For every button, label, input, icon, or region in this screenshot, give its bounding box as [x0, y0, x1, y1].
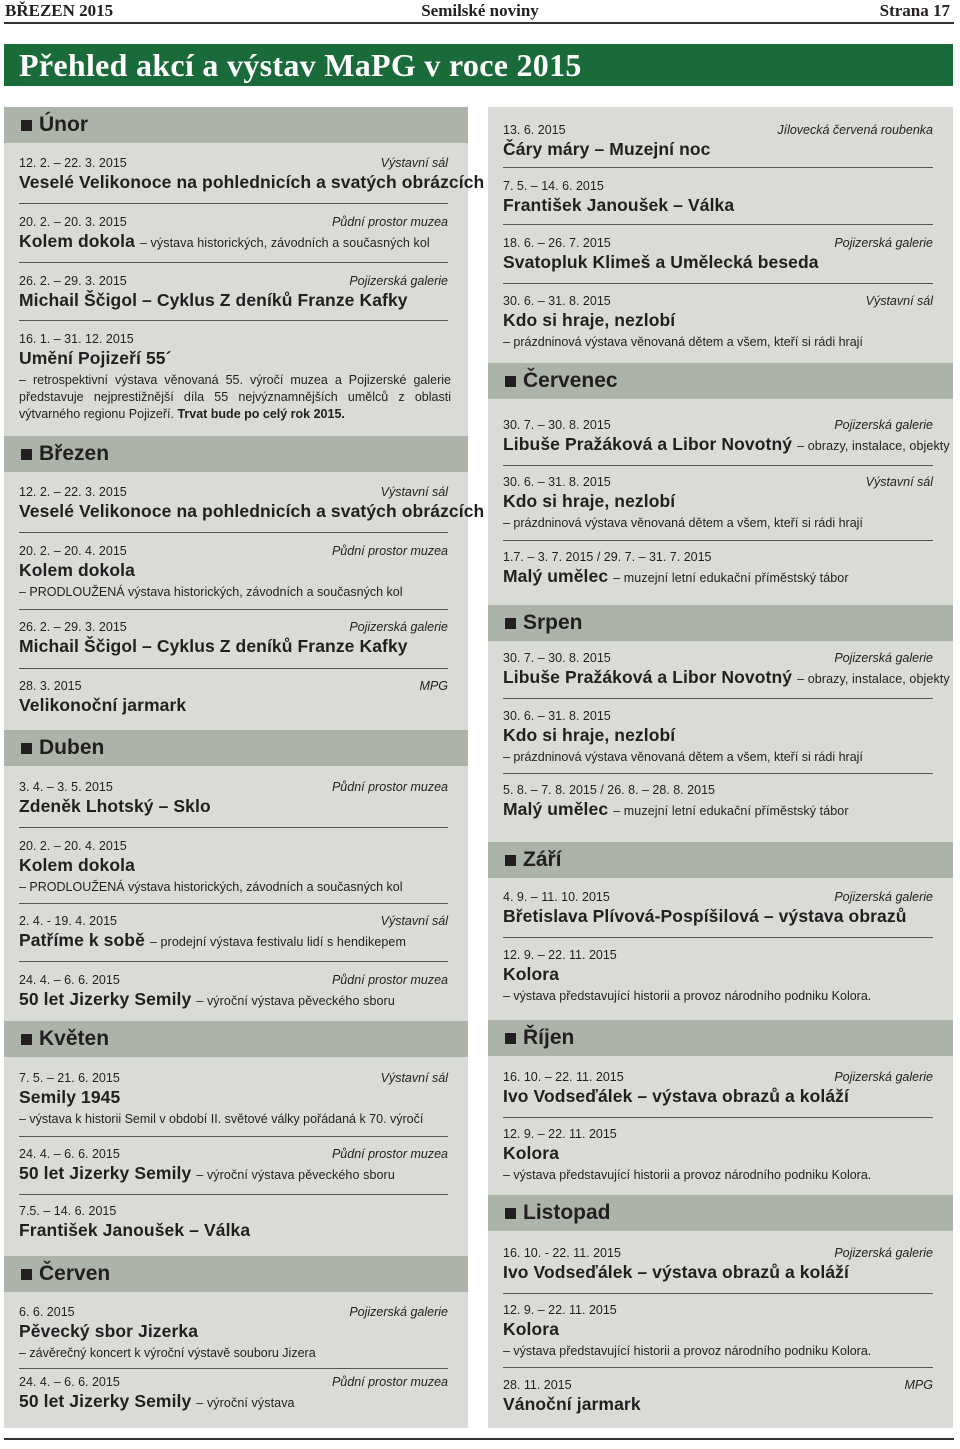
event-title	[503, 798, 849, 822]
page-title: Přehled akcí a výstav MaPG v roce 2015	[19, 47, 582, 83]
event-description-bold: Trvat bude po celý rok 2015.	[177, 407, 345, 421]
divider	[503, 224, 933, 225]
divider	[503, 1367, 933, 1368]
event-title-text: 50 let Jizerky Semily	[19, 1391, 192, 1411]
event-date: 18. 6. – 26. 7. 2015	[503, 236, 611, 250]
event-description: – PRODLOUŽENÁ výstava historických, závodních a současných kol	[19, 585, 403, 599]
event-description	[19, 372, 451, 423]
divider	[503, 465, 933, 466]
event-title: Pěvecký sbor Jizerka	[19, 1321, 199, 1341]
month-header-listopad	[488, 1195, 953, 1231]
divider	[503, 283, 933, 284]
event-venue: Půdní prostor muzea	[331, 973, 448, 987]
event-subtitle: – výroční výstava	[196, 1396, 295, 1410]
month-title: Únor	[39, 113, 88, 136]
square-bullet-icon	[505, 1033, 516, 1044]
month-title: Červen	[39, 1262, 111, 1285]
event-venue: Pojizerská galerie	[834, 236, 933, 250]
event-title: Veselé Velikonoce na pohlednicích a svatých obrázcích	[19, 172, 485, 192]
event-title: Michail Ščigol – Cyklus Z deníků Franze Kafky	[19, 290, 408, 310]
event-date: 24. 4. – 6. 6. 2015	[19, 973, 120, 987]
event-subtitle: – muzejní letní edukační příměstský tábor	[613, 571, 849, 585]
event-description: – PRODLOUŽENÁ výstava historických, závodních a současných kol	[19, 880, 403, 894]
event-subtitle: – výroční výstava pěveckého sboru	[196, 1168, 395, 1182]
banner	[4, 44, 953, 86]
divider	[503, 167, 933, 168]
month-header-duben	[4, 730, 468, 766]
event-description: – závěrečný koncert k výroční výstavě souboru Jizera	[19, 1346, 316, 1360]
square-bullet-icon	[21, 1269, 32, 1280]
event-date: 26. 2. – 29. 3. 2015	[19, 274, 127, 288]
square-bullet-icon	[21, 743, 32, 754]
event-date: 7. 5. – 14. 6. 2015	[503, 179, 604, 193]
month-header-srpen	[488, 605, 953, 641]
square-bullet-icon	[21, 120, 32, 131]
month-header-rijen	[488, 1020, 953, 1056]
divider	[19, 1368, 448, 1369]
event-date: 26. 2. – 29. 3. 2015	[19, 620, 127, 634]
divider	[503, 540, 933, 541]
event-venue: Půdní prostor muzea	[331, 780, 448, 794]
divider	[19, 668, 448, 669]
event-title-text: Kolem dokola	[19, 231, 135, 251]
event-venue: Výstavní sál	[380, 1071, 448, 1085]
square-bullet-icon	[21, 1034, 32, 1045]
event-title: Kolora	[503, 1319, 560, 1339]
divider	[19, 320, 448, 321]
event-venue: Výstavní sál	[380, 156, 448, 170]
event-title: Kdo si hraje, nezlobí	[503, 725, 676, 745]
divider	[19, 961, 448, 962]
event-venue: Půdní prostor muzea	[331, 1147, 448, 1161]
month-header-brezen	[4, 436, 468, 472]
month-title: Srpen	[523, 611, 583, 634]
event-date: 16. 10. - 22. 11. 2015	[503, 1246, 621, 1260]
event-title: František Janoušek – Válka	[19, 1220, 251, 1240]
square-bullet-icon	[505, 1208, 516, 1219]
divider	[19, 262, 448, 263]
square-bullet-icon	[21, 449, 32, 460]
event-title: František Janoušek – Válka	[503, 195, 735, 215]
divider	[19, 827, 448, 828]
event-subtitle: – prodejní výstava festivalu lidí s hendikepem	[149, 935, 407, 949]
month-title: Březen	[39, 442, 110, 465]
divider	[19, 532, 448, 533]
event-title-text: Patříme k sobě	[19, 930, 145, 950]
event-date: 5. 8. – 7. 8. 2015 / 26. 8. – 28. 8. 2015	[503, 783, 715, 797]
event-date: 20. 2. – 20. 4. 2015	[19, 544, 127, 558]
header-rule	[4, 22, 954, 24]
event-description: – výstava představující historii a provoz národního podniku Kolora.	[503, 989, 872, 1003]
event-title	[19, 988, 395, 1012]
event-date: 30. 6. – 31. 8. 2015	[503, 475, 611, 489]
event-venue: Výstavní sál	[865, 475, 933, 489]
event-title-text: 50 let Jizerky Semily	[19, 1163, 192, 1183]
divider	[19, 903, 448, 904]
divider	[503, 1117, 933, 1118]
newspaper-name: Semilské noviny	[421, 1, 539, 20]
event-venue: Výstavní sál	[380, 914, 448, 928]
month-header-zari	[488, 842, 953, 878]
event-title: Kolora	[503, 964, 560, 984]
event-date: 20. 2. – 20. 3. 2015	[19, 215, 127, 229]
event-title-text: Libuše Pražáková a Libor Novotný	[503, 667, 793, 687]
event-venue: Jílovecká červená roubenka	[777, 123, 933, 137]
divider	[19, 1194, 448, 1195]
event-description-text: – retrospektivní výstava věnovaná 55. výročí muzea a Pojizerské galerie představuje nejprestižnější díla 55 nejvýznamnějších umělců z oblasti výtvarného regionu Pojizeří.	[19, 373, 451, 421]
event-date: 12. 9. – 22. 11. 2015	[503, 948, 617, 962]
event-subtitle: – výroční výstava pěveckého sboru	[196, 994, 395, 1008]
event-date: 4. 9. – 11. 10. 2015	[503, 890, 610, 904]
month-header-kveten	[4, 1021, 468, 1057]
event-title-text: 50 let Jizerky Semily	[19, 989, 192, 1009]
event-description: – výstava představující historii a provoz národního podniku Kolora.	[503, 1344, 872, 1358]
event-date: 12. 9. – 22. 11. 2015	[503, 1127, 617, 1141]
event-title: Kdo si hraje, nezlobí	[503, 491, 676, 511]
event-venue: Pojizerská galerie	[834, 651, 933, 665]
event-subtitle: – obrazy, instalace, objekty	[797, 672, 950, 686]
event-title: Kolem dokola	[19, 560, 135, 580]
event-date: 3. 4. – 3. 5. 2015	[19, 780, 113, 794]
month-header-unor	[4, 107, 468, 143]
month-title: Červenec	[523, 369, 618, 392]
event-venue: Pojizerská galerie	[349, 1305, 448, 1319]
month-header-cerven	[4, 1256, 468, 1292]
page-header	[0, 0, 960, 22]
event-venue: Pojizerská galerie	[834, 890, 933, 904]
divider	[503, 937, 933, 938]
event-title: Kdo si hraje, nezlobí	[503, 310, 676, 330]
event-venue: Pojizerská galerie	[834, 418, 933, 432]
divider	[19, 203, 448, 204]
month-title: Duben	[39, 736, 105, 759]
event-date: 30. 7. – 30. 8. 2015	[503, 651, 611, 665]
event-title: Michail Ščigol – Cyklus Z deníků Franze Kafky	[19, 636, 408, 656]
event-venue: Výstavní sál	[380, 485, 448, 499]
event-venue: Pojizerská galerie	[349, 620, 448, 634]
right-column	[488, 107, 953, 1428]
event-title-text: Malý umělec	[503, 799, 609, 819]
event-title	[503, 565, 849, 589]
event-date: 30. 7. – 30. 8. 2015	[503, 418, 611, 432]
event-date: 20. 2. – 20. 4. 2015	[19, 839, 127, 853]
month-title: Listopad	[523, 1201, 611, 1224]
left-column	[4, 107, 485, 1428]
event-title: Ivo Vodseďálek – výstava obrazů a koláží	[503, 1262, 849, 1282]
square-bullet-icon	[505, 855, 516, 866]
event-date: 6. 6. 2015	[19, 1305, 75, 1319]
page-number: Strana 17	[879, 1, 950, 20]
event-venue: Půdní prostor muzea	[331, 1375, 448, 1389]
event-title	[503, 666, 950, 690]
event-subtitle: – obrazy, instalace, objekty	[797, 439, 950, 453]
month-header-cervenec	[488, 363, 953, 399]
event-date: 7.5. – 14. 6. 2015	[19, 1204, 117, 1218]
divider	[19, 609, 448, 610]
event-title	[19, 1390, 295, 1414]
event-title	[503, 433, 950, 457]
month-title: Říjen	[523, 1026, 575, 1049]
event-title: Kolora	[503, 1143, 560, 1163]
event-subtitle: – výstava historických, závodních a současných kol	[139, 236, 430, 250]
event-date: 30. 6. – 31. 8. 2015	[503, 709, 611, 723]
divider	[503, 773, 933, 774]
event-title: Umění Pojizeří 55´	[19, 348, 172, 368]
issue-date: BŘEZEN 2015	[5, 1, 114, 20]
event-date: 30. 6. – 31. 8. 2015	[503, 294, 611, 308]
event-venue: Výstavní sál	[865, 294, 933, 308]
event-title: Kolem dokola	[19, 855, 135, 875]
event-subtitle: – muzejní letní edukační příměstský tábor	[613, 804, 849, 818]
event-title-text: Malý umělec	[503, 566, 609, 586]
event-date: 28. 11. 2015	[503, 1378, 572, 1392]
event-date: 7. 5. – 21. 6. 2015	[19, 1071, 120, 1085]
event-date: 1.7. – 3. 7. 2015 / 29. 7. – 31. 7. 2015	[503, 550, 712, 564]
square-bullet-icon	[505, 376, 516, 387]
month-title: Květen	[39, 1027, 110, 1050]
event-title	[19, 929, 406, 953]
divider	[503, 698, 933, 699]
event-date: 2. 4. - 19. 4. 2015	[19, 914, 117, 928]
event-date: 28. 3. 2015	[19, 679, 82, 693]
event-title: Břetislava Plívová-Pospíšilová – výstava obrazů	[503, 906, 907, 926]
event-description: – prázdninová výstava věnovaná dětem a všem, kteří si rádi hrají	[503, 750, 863, 764]
event-venue: Půdní prostor muzea	[331, 544, 448, 558]
event-title: Velikonoční jarmark	[19, 695, 187, 715]
event-description: – prázdninová výstava věnovaná dětem a všem, kteří si rádi hrají	[503, 335, 863, 349]
event-venue: MPG	[904, 1378, 933, 1392]
event-title: Semily 1945	[19, 1087, 121, 1107]
event-date: 16. 10. – 22. 11. 2015	[503, 1070, 624, 1084]
event-venue: Pojizerská galerie	[349, 274, 448, 288]
event-date: 24. 4. – 6. 6. 2015	[19, 1147, 120, 1161]
event-title: Veselé Velikonoce na pohlednicích a svatých obrázcích	[19, 501, 485, 521]
event-date: 12. 9. – 22. 11. 2015	[503, 1303, 617, 1317]
event-description: – výstava představující historii a provoz národního podniku Kolora.	[503, 1168, 872, 1182]
event-date: 16. 1. – 31. 12. 2015	[19, 332, 134, 346]
footer-rule	[4, 1438, 954, 1440]
event-description: – prázdninová výstava věnovaná dětem a všem, kteří si rádi hrají	[503, 516, 863, 530]
divider	[503, 1293, 933, 1294]
event-date: 12. 2. – 22. 3. 2015	[19, 485, 127, 499]
event-title	[19, 230, 430, 254]
event-date: 13. 6. 2015	[503, 123, 566, 137]
event-venue: Pojizerská galerie	[834, 1246, 933, 1260]
event-description: – výstava k historii Semil v období II. světové války pořádaná k 70. výročí	[19, 1112, 424, 1126]
event-title	[19, 1162, 395, 1186]
event-title: Svatopluk Klimeš a Umělecká beseda	[503, 252, 819, 272]
square-bullet-icon	[505, 618, 516, 629]
event-title-text: Libuše Pražáková a Libor Novotný	[503, 434, 793, 454]
divider	[19, 1136, 448, 1137]
event-venue: Půdní prostor muzea	[331, 215, 448, 229]
event-title: Vánoční jarmark	[503, 1394, 641, 1414]
event-title: Čáry máry – Muzejní noc	[503, 139, 711, 159]
month-title: Září	[523, 848, 562, 871]
event-title: Ivo Vodseďálek – výstava obrazů a koláží	[503, 1086, 849, 1106]
event-venue: MPG	[419, 679, 448, 693]
event-date: 24. 4. – 6. 6. 2015	[19, 1375, 120, 1389]
event-date: 12. 2. – 22. 3. 2015	[19, 156, 127, 170]
event-venue: Pojizerská galerie	[834, 1070, 933, 1084]
event-title: Zdeněk Lhotský – Sklo	[19, 796, 211, 816]
